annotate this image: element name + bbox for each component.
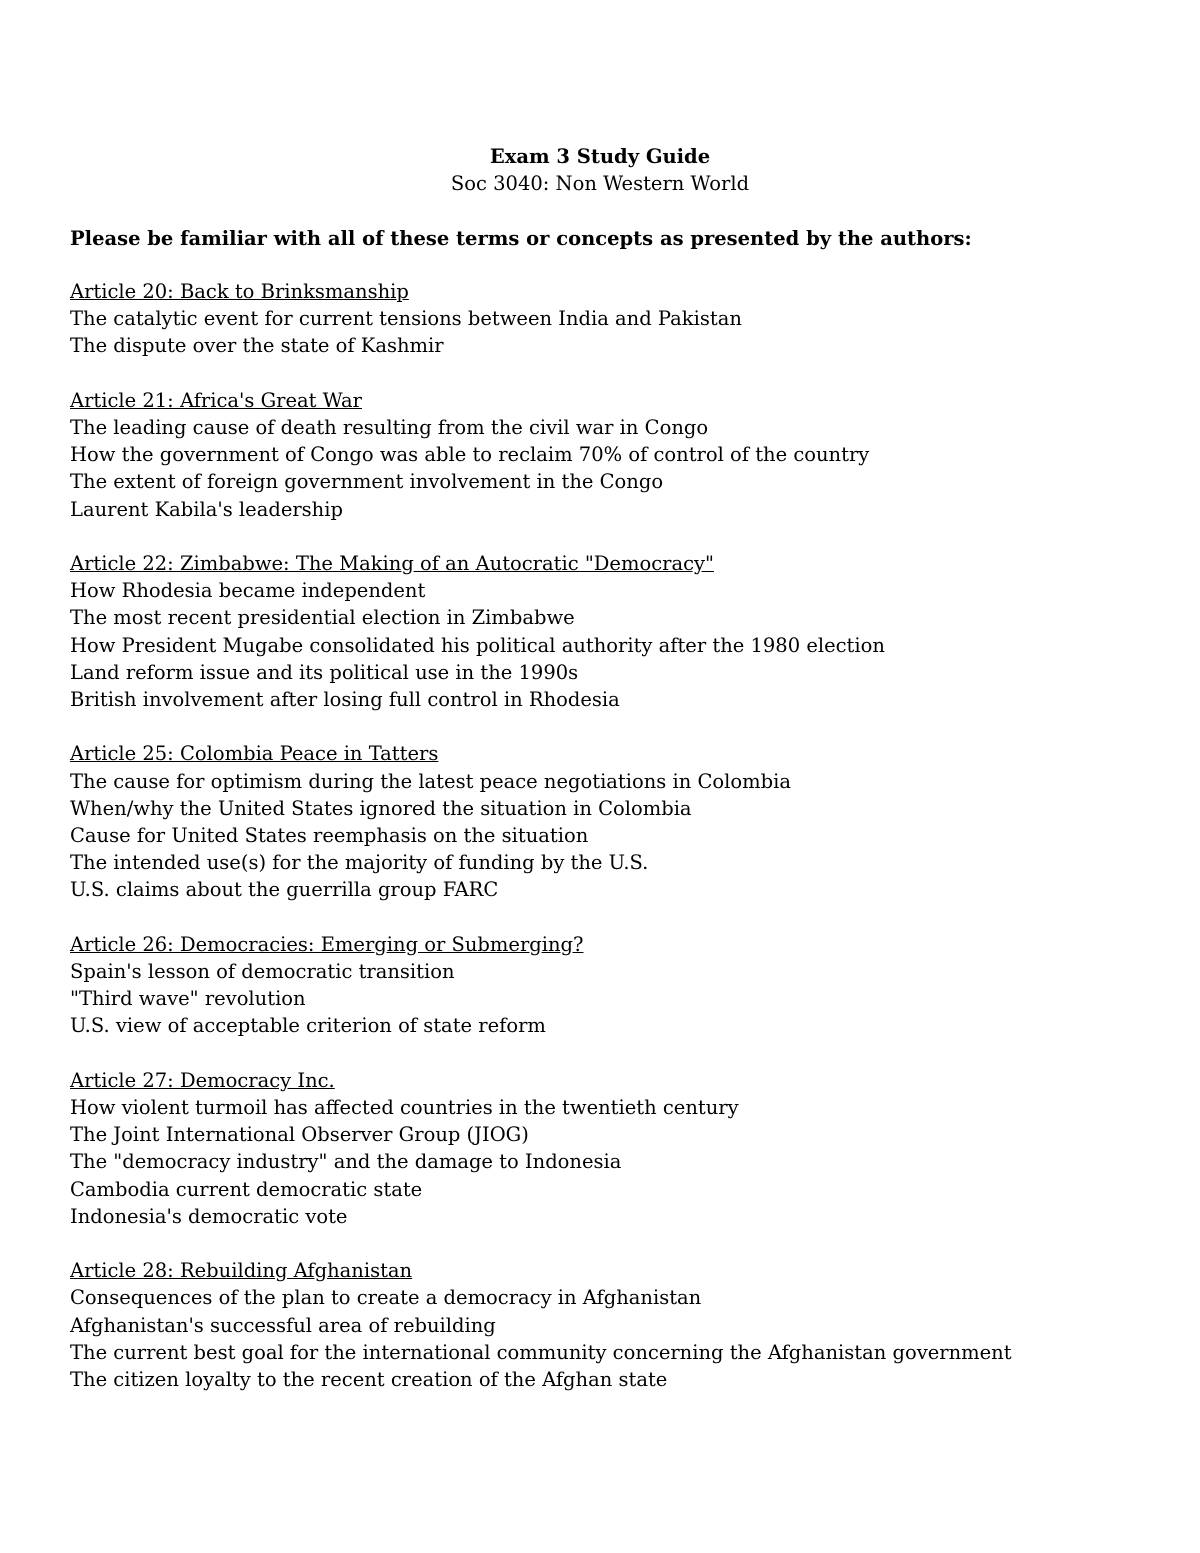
study-item: The intended use(s) for the majority of funding by the U.S. <box>70 851 649 875</box>
study-item: The most recent presidential election in Zimbabwe <box>70 606 575 630</box>
article-heading: Article 25: Colombia Peace in Tatters <box>70 742 439 766</box>
study-item: Spain's lesson of democratic transition <box>70 960 455 984</box>
study-item: The extent of foreign government involvement in the Congo <box>70 470 664 494</box>
study-item: The catalytic event for current tensions between India and Pakistan <box>70 307 742 331</box>
study-item: Laurent Kabila's leadership <box>70 497 343 521</box>
study-item: How Rhodesia became independent <box>70 579 426 603</box>
article-sections <box>70 278 1170 1420</box>
study-item: When/why the United States ignored the situation in Colombia <box>70 796 692 820</box>
article-heading: Article 28: Rebuilding Afghanistan <box>70 1259 413 1283</box>
study-item: The cause for optimism during the latest peace negotiations in Colombia <box>70 769 791 793</box>
article-section <box>70 387 1170 523</box>
article-heading: Article 22: Zimbabwe: The Making of an Autocratic "Democracy" <box>70 552 714 575</box>
article-heading: Article 20: Back to Brinksmanship <box>70 280 409 303</box>
study-item: The leading cause of death resulting from the civil war in Congo <box>70 416 709 439</box>
study-item: U.S. claims about the guerrilla group FARC <box>70 878 499 902</box>
article-heading: Article 26: Democracies: Emerging or Submerging? <box>70 932 584 956</box>
article-section <box>70 740 1170 903</box>
article-section <box>70 550 1170 713</box>
study-item: Land reform issue and its political use in the 1990s <box>70 660 579 684</box>
study-item: Cause for United States reemphasis on the situation <box>70 824 589 848</box>
study-item: Cambodia current democratic state <box>70 1177 423 1201</box>
study-item: British involvement after losing full control in Rhodesia <box>70 688 620 712</box>
article-heading: Article 21: Africa's Great War <box>70 388 362 412</box>
document-subtitle: Soc 3040: Non Western World <box>450 172 750 195</box>
article-section <box>70 1067 1170 1230</box>
study-item: The Joint International Observer Group (JIOG) <box>70 1123 529 1147</box>
article-section <box>70 1257 1170 1393</box>
study-item: The current best goal for the international community concerning the Afghanistan government <box>70 1340 1012 1364</box>
study-item: The dispute over the state of Kashmir <box>70 334 444 358</box>
study-item: How the government of Congo was able to reclaim 70% of control of the country <box>70 443 870 467</box>
study-item: The "democracy industry" and the damage to Indonesia <box>70 1150 622 1174</box>
study-item: U.S. view of acceptable criterion of state reform <box>70 1014 546 1038</box>
document-title: Exam 3 Study Guide <box>489 145 711 168</box>
study-item: How President Mugabe consolidated his political authority after the 1980 election <box>70 633 885 657</box>
article-heading: Article 27: Democracy Inc. <box>70 1068 335 1092</box>
study-item: Consequences of the plan to create a democracy in Afghanistan <box>70 1286 702 1310</box>
instructions-text: Please be familiar with all of these terms or concepts as presented by the authors: <box>70 227 972 250</box>
study-item: Indonesia's democratic vote <box>70 1204 348 1228</box>
study-item: Afghanistan's successful area of rebuilding <box>70 1313 496 1337</box>
article-section <box>70 278 1170 360</box>
study-item: "Third wave" revolution <box>70 987 306 1011</box>
article-section <box>70 931 1170 1040</box>
study-item: How violent turmoil has affected countries in the twentieth century <box>70 1096 739 1120</box>
study-item: The citizen loyalty to the recent creation of the Afghan state <box>70 1368 668 1392</box>
